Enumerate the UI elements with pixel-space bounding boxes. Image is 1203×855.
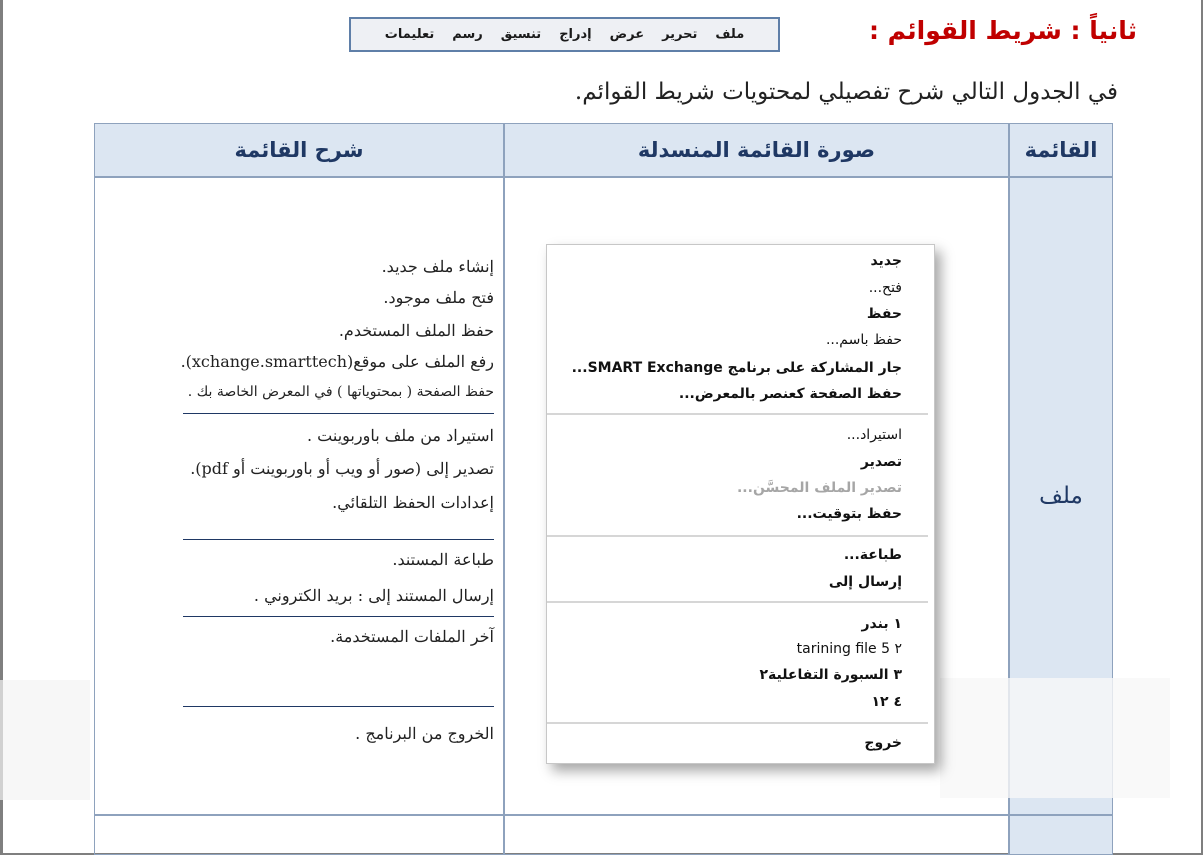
desc-send: إرسال المستند إلى : بريد الكتروني . bbox=[253, 586, 494, 605]
cell-menu-name: ملف bbox=[1009, 177, 1113, 815]
faded-background-logo bbox=[0, 680, 90, 800]
desc-save: حفظ الملف المستخدم. bbox=[338, 321, 494, 340]
dropdown-item-recent-2: ٢ tarining file 5 bbox=[796, 641, 902, 657]
dropdown-item-exit: خروج bbox=[864, 735, 902, 751]
menubar-item-insert: إدراج bbox=[559, 27, 592, 42]
menubar-item-view: عرض bbox=[609, 27, 645, 42]
desc-divider bbox=[183, 539, 494, 540]
dropdown-separator bbox=[547, 722, 928, 724]
dropdown-separator bbox=[547, 601, 928, 603]
faded-background-panel bbox=[940, 678, 1170, 798]
desc-new: إنشاء ملف جديد. bbox=[381, 257, 494, 276]
menubar-item-draw: رسم bbox=[452, 27, 483, 42]
dropdown-item-send-to: إرسال إلى bbox=[828, 574, 902, 590]
menubar-illustration bbox=[349, 17, 780, 52]
header-description: شرح القائمة bbox=[94, 123, 504, 177]
menubar-item-edit: تحرير bbox=[662, 27, 698, 42]
dropdown-item-save-to-gallery: حفظ الصفحة كعنصر بالمعرض... bbox=[678, 386, 902, 402]
dropdown-separator bbox=[547, 413, 928, 415]
dropdown-item-save: حفظ bbox=[866, 306, 902, 322]
desc-autosave: إعدادات الحفظ التلقائي. bbox=[332, 493, 494, 512]
dropdown-item-import: استيراد... bbox=[846, 427, 902, 443]
section-title: ثانياً : شريط القوائم : bbox=[868, 16, 1137, 45]
dropdown-separator bbox=[547, 535, 928, 537]
header-menu: القائمة bbox=[1009, 123, 1113, 177]
desc-import: استيراد من ملف باوربوينت . bbox=[306, 426, 494, 445]
menubar-item-help: تعليمات bbox=[384, 27, 435, 42]
menubar-item-format: تنسيق bbox=[500, 27, 542, 42]
desc-save-gallery: حفظ الصفحة ( بمحتوياتها ) في المعرض الخاصة بك . bbox=[187, 384, 494, 400]
desc-recent: آخر الملفات المستخدمة. bbox=[330, 627, 494, 646]
desc-divider bbox=[183, 706, 494, 707]
file-dropdown-illustration bbox=[546, 244, 935, 764]
dropdown-item-smart-exchange: جار المشاركة على برنامج SMART Exchange... bbox=[571, 360, 902, 376]
row2-menu-cell bbox=[1009, 815, 1113, 855]
menubar-item-file: ملف bbox=[715, 27, 745, 42]
dropdown-item-timed-save: حفظ بتوقيت... bbox=[796, 506, 902, 522]
dropdown-item-recent-3: ٣ السبورة التفاعلية٢ bbox=[759, 667, 902, 683]
desc-print: طباعة المستند. bbox=[392, 550, 494, 569]
intro-paragraph: في الجدول التالي شرح تفصيلي لمحتويات شريط القوائم. bbox=[574, 79, 1118, 105]
dropdown-item-save-as: حفظ باسم... bbox=[825, 332, 902, 348]
desc-exit: الخروج من البرنامج . bbox=[355, 724, 494, 743]
dropdown-item-print: طباعة... bbox=[843, 547, 902, 563]
desc-divider bbox=[183, 413, 494, 414]
dropdown-item-open: فتح... bbox=[868, 280, 902, 296]
dropdown-item-export-optimized: تصدير الملف المحسَّن... bbox=[736, 480, 902, 496]
header-image: صورة القائمة المنسدلة bbox=[504, 123, 1009, 177]
desc-open: فتح ملف موجود. bbox=[383, 288, 494, 307]
desc-divider bbox=[183, 616, 494, 617]
dropdown-item-export: تصدير bbox=[860, 454, 902, 470]
desc-upload: رفع الملف على موقع(xchange.smarttech). bbox=[180, 352, 494, 371]
dropdown-item-recent-4: ٤ ١٢ bbox=[871, 694, 902, 710]
row2-image-cell bbox=[504, 815, 1009, 855]
dropdown-item-recent-1: ١ بندر bbox=[861, 616, 902, 632]
row2-description-cell bbox=[94, 815, 504, 855]
dropdown-item-new: جديد bbox=[870, 253, 902, 269]
desc-export: تصدير إلى (صور أو ويب أو باوربوينت أو pdf). bbox=[190, 459, 494, 478]
